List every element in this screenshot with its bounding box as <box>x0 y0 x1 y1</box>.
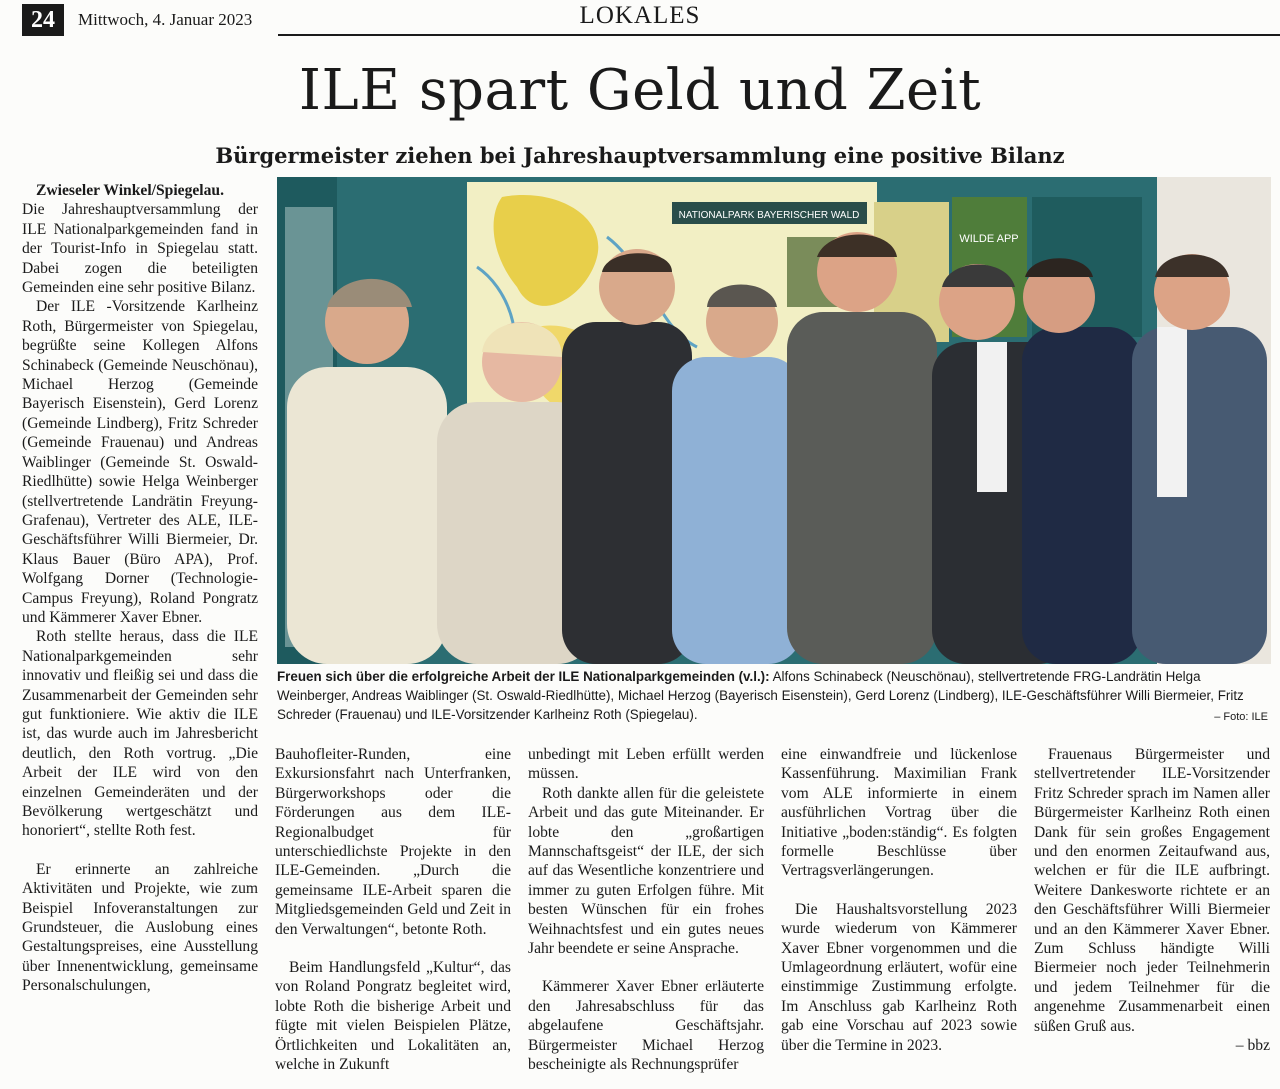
paragraph: Der ILE -Vorsitzende Karlheinz Roth, Bürgermeister von Spiegelau, begrüßte seine Kollegen Alfons Schinabeck (Gemeinde Neuschönau), Michael Herzog (Gemeinde Bayerisch Eisenstein), Gerd Lorenz (Gemeinde Lindberg), Fritz Schreder (Gemeinde Frauenau) und Andreas Waiblinger (Gemeinde St. Oswald-Riedlhütte) sowie Helga Weinberger (stellvertretende Landrätin Freyung-Grafenau), Vertreter des ALE, ILE-Geschäftsführer Willi Biermeier, Dr. Klaus Bauer (Büro APA), Prof. Wolfgang Dorner (Technologie-Campus Freyung), Roland Pongratz und Kämmerer Xaver Ebner. <box>22 298 258 626</box>
caption-lead: Freuen sich über die erfolgreiche Arbeit der ILE Nationalparkgemeinden (v.l.): <box>277 669 770 684</box>
paragraph: Die Haushaltsvorstellung 2023 wurde wiederum von Kämmerer Xaver Ebner vorgenommen und die Umlageordnung erläutert, wofür eine einstimmige Zustimmung erfolgte. Im Anschluss gab Karlheinz Roth gab eine Vorschau auf 2023 sowie über die Termine in 2023. <box>781 900 1017 1054</box>
issue-date: Mittwoch, 4. Januar 2023 <box>78 10 253 29</box>
paragraph: Er erinnerte an zahlreiche Aktivitäten und Projekte, wie zum Beispiel Infoveranstaltungen zur Grundsteuer, die Auslobung eines Gestaltungspreises, eine Ausstellung über Innenentwicklung, gemeinsame Personalschulungen, <box>22 860 258 995</box>
paragraph: Bauhofleiter-Runden, eine Exkursionsfahrt nach Unterfranken, Bürgerworkshops oder die Förderungen aus dem ILE-Regionalbudget für unterschiedlichste Projekte in den ILE-Gemeinden. „Durch die gemeinsame ILE-Arbeit sparen die Mitgliedsgemeinden Geld und Zeit in den Verwaltungen“, betonte Roth. <box>275 746 511 938</box>
paragraph: Frauenaus Bürgermeister und stellvertretender ILE-Vorsitzender Fritz Schreder sprach im Namen aller Bürgermeister Karlheinz Roth einen Dank für sein großes Engagement und den enormen Zeitaufwand aus, welchen er für die ILE aufbringt. Weitere Dankesworte richtete er an den Geschäftsführer Willi Biermeier und an den Kämmerer Xaver Ebner. Zum Schluss händigte Willi Biermeier noch jeder Teilnehmerin und jedem Teilnehmer für die angenehme Zusammenarbeit einen süßen Gruß aus. <box>1034 746 1270 1035</box>
dateline: Zwieseler Winkel/Spiegelau. <box>36 182 225 199</box>
photo-illustration <box>277 177 1271 664</box>
group-photo <box>277 177 1271 664</box>
author-signature: – bbz <box>1235 1037 1270 1055</box>
article-column-5 <box>1034 745 1270 1056</box>
caption-text: Alfons Schinabeck (Neuschönau), stellvertretende FRG-Landrätin Helga Weinberger, Andreas Waiblinger (St. Oswald-Riedlhütte), Michael Herzog (Bayerisch Eisenstein), Gerd Lorenz (Lindberg), ILE-Geschäftsführer Willi Biermeier, Fritz Schreder (Frauenau) und ILE-Vorsitzender Karlheinz Roth (Spiegelau). <box>277 669 1244 722</box>
dateline-paragraph <box>22 181 258 297</box>
map-banner: NATIONALPARK BAYERISCHER WALD <box>678 210 860 221</box>
photo-caption <box>277 667 1271 724</box>
paragraph: Die Jahreshauptversammlung der ILE Nationalparkgemeinden fand in der Tourist-Info in Spiegelau statt. Dabei zogen die beteiligten Gemeinden eine sehr positive Bilanz. <box>22 201 258 297</box>
paragraph: Kämmerer Xaver Ebner erläuterte den Jahresabschluss für das abgelaufene Geschäftsjahr. Bürgermeister Michael Herzog bescheinigte als Rechnungsprüfer <box>528 978 764 1074</box>
photo-credit: – Foto: ILE <box>1214 711 1268 723</box>
article-column-4 <box>781 745 1017 1055</box>
page-number: 24 <box>22 4 64 36</box>
paragraph: unbedingt mit Leben erfüllt werden müssen. <box>528 746 764 783</box>
headline: ILE spart Geld und Zeit <box>298 58 982 123</box>
article-column-2 <box>275 745 511 1075</box>
paragraph: eine einwandfreie und lückenlose Kassenführung. Maximilian Frank vom ALE informierte in einem ausführlichen Vortrag über die Initiative „boden:ständig“. Es folgten formelle Beschlüsse über Vertragsverlängerungen. <box>781 746 1017 880</box>
subheadline: Bürgermeister ziehen bei Jahreshauptversammlung eine positive Bilanz <box>215 143 1065 168</box>
paragraph: Beim Handlungsfeld „Kultur“, das von Roland Pongratz begleitet wird, lobte Roth die bisherige Arbeit und fügte mit vielen Beispielen Plätze, Örtlichkeiten und Lokalitäten an, welche in Zukunft <box>275 959 511 1074</box>
poster-text: WILDE APP <box>959 233 1019 245</box>
paragraph: Roth stellte heraus, dass die ILE Nationalparkgemeinden sehr innovativ und fleißig sei und dass die Zusammenarbeit der Gemeinden sehr gut funktioniere. Wie aktiv die ILE ist, das wurde auch im Jahresbericht deutlich, den Roth vortrug. „Die Arbeit der ILE wird von den einzelnen Gemeinderäten und der Bevölkerung wertgeschätzt und honoriert“, stellte Roth fest. <box>22 628 258 840</box>
header-rule <box>278 34 1280 36</box>
article-column-3 <box>528 745 764 1075</box>
paragraph: Roth dankte allen für die geleistete Arbeit und das gute Miteinander. Er lobte den „großartigen Mannschaftsgeist“ der ILE, der sich auf das Wesentliche konzentriere und immer zu guten Erfolgen führe. Mit besten Wünschen für ein frohes Weihnachtsfest und ein gutes neues Jahr beendete er seine Ansprache. <box>528 784 764 958</box>
section-title: LOKALES <box>579 2 701 29</box>
article-column-1 <box>22 181 258 996</box>
